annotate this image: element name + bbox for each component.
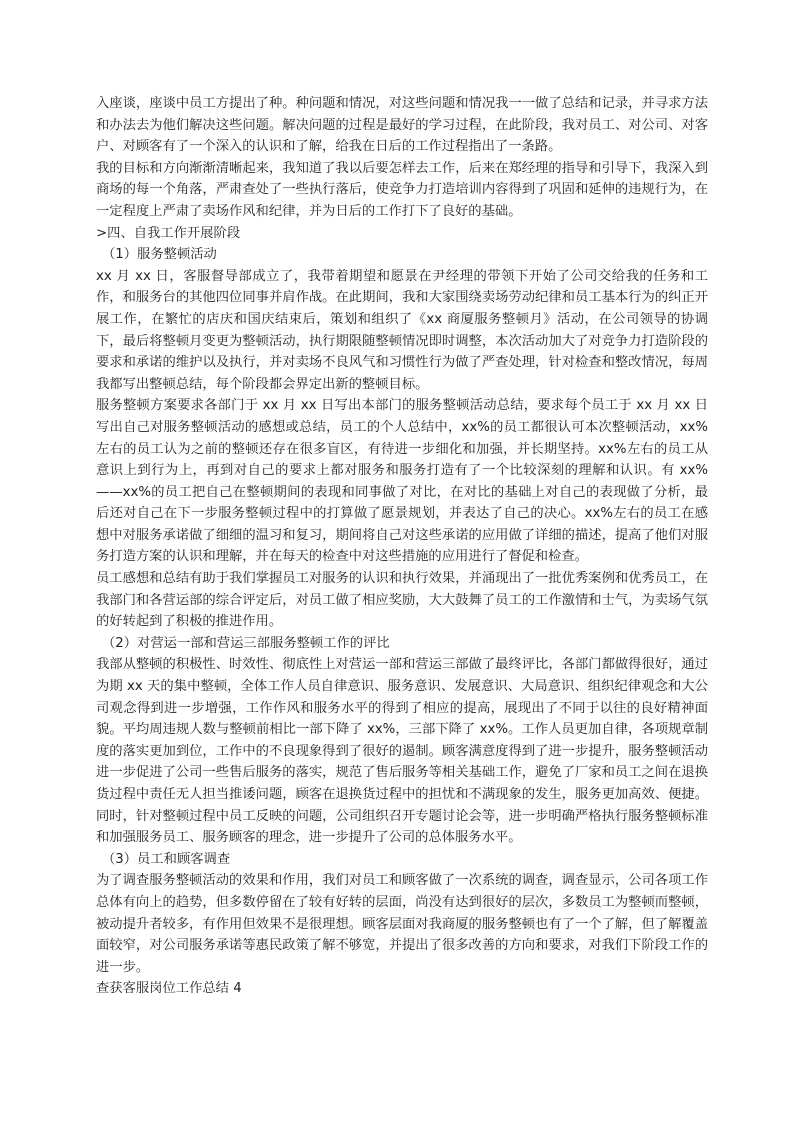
next-section-title: 查获客服岗位工作总结 4 [96,981,242,997]
paragraph-intro-continuation: 入座谈，座谈中员工方提出了种。种问题和情况，对这些问题和情况我一一做了总结和记录，并寻求方法和办法去为他们解决这些问题。解决问题的过程是最好的学习过程，在此阶段，我对员工、对公司、对客户、对顾客有了一个深入的认识和了解，给我在日后的工作过程指出了一条路。 [96,96,708,155]
subheading-1: （1）服务整顿活动 [102,247,217,263]
subheading-2: （2）对营运一部和营运三部服务整顿工作的评比 [102,635,390,651]
paragraph-service-campaign: xx 月 xx 日，客服督导部成立了，我带着期望和愿景在尹经理的带领下开始了公司交给我的任务和工作，和服务台的其他四位同事并肩作战。在此期间，我和大家围绕卖场劳动纪律和员工基本行为的纠正开展工作，在繁忙的店庆和国庆结束后，策划和组织了《xx 商厦服务整顿月》活动，在公司领导的协调下，最后将整顿月变更为整顿活动，执行期限随整顿情况即时调整，本次活动加大了对竞争力打造阶段的要求和承诺的维护以及执行，并对卖场不良风气和习惯性行为做了严查处理，针对检查和整改情况，每周我都写出整顿总结，每个阶段都会界定出新的整顿目标。 [96,268,708,392]
paragraph-campaign-summary: 服务整顿方案要求各部门于 xx 月 xx 日写出本部门的服务整顿活动总结，要求每个员工于 xx 月 xx 日写出自己对服务整顿活动的感想或总结，员工的个人总结中，xx%的员工都很认可本次整顿活动，xx%左右的员工认为之前的整顿还存在很多盲区，有待进一步细化和加强，并长期坚持。xx%左右的员工从意识上到行为上，再到对自己的要求上都对服务和服务打造有了一个比较深刻的理解和认识。有 xx%——xx%的员工把自己在整顿期间的表现和同事做了对比，在对比的基础上对自己的表现做了分析，最后还对自己在下一步服务整顿过程中的打算做了愿景规划，并表达了自己的决心。xx%左右的员工在感想中对服务承诺做了细细的温习和复习，期间将自己对这些承诺的应用做了详细的描述，提高了他们对服务打造方案的认识和理解，并在每天的检查中对这些措施的应用进行了督促和检查。 [96,398,708,565]
paragraph-evaluation: 我部从整顿的积极性、时效性、彻底性上对营运一部和营运三部做了最终评比，各部门都做得很好，通过为期 xx 天的集中整顿，全体工作人员自律意识、服务意识、发展意识、大局意识、组织纪律观念和大公司观念得到进一步增强，工作作风和服务水平的得到了相应的提高，展现出了不同于以往的良好精神面貌。平均周违规人数与整顿前相比一部下降了 xx%，三部下降了 xx%。工作人员更加自律，各项规章制度的落实更加到位，工作中的不良现象得到了很好的遏制。顾客满意度得到了进一步提升，服务整顿活动进一步促进了公司一些售后服务的落实，规范了售后服务等相关基础工作，避免了厂家和员工之间在退换货过程中责任无人担当推诿问题，顾客在退换货过程中的担忧和不满现象的发生，服务更加高效、便捷。同时，针对整顿过程中员工反映的问题，公司组织召开专题讨论会等，进一步明确严格执行服务整顿标准和加强服务员工、服务顾客的理念，进一步提升了公司的总体服务水平。 [96,657,708,846]
paragraph-survey: 为了调查服务整顿活动的效果和作用，我们对员工和顾客做了一次系统的调查，调查显示，公司各项工作总体有向上的趋势，但多数停留在了较有好转的层面，尚没有达到很好的层次，多数员工为整顿而整顿，被动提升者较多，有作用但效果不是很理想。顾客层面对我商厦的服务整顿也有了一个了解，但了解覆盖面较窄，对公司服务承诺等惠民政策了解不够宽，并提出了很多改善的方向和要求，对我们下阶段工作的进一步。 [96,873,708,975]
subheading-3: （3）员工和顾客调查 [102,851,231,867]
document-page [96,93,708,1000]
paragraph-goals: 我的目标和方向渐渐清晰起来，我知道了我以后要怎样去工作，后来在郑经理的指导和引导下，我深入到商场的每一个角落，严肃查处了一些执行落后，使竞争力打造培训内容得到了巩固和延伸的违规行为，在一定程度上严肃了卖场作风和纪律，并为日后的工作打下了良好的基础。 [96,160,708,219]
paragraph-employee-feedback: 员工感想和总结有助于我们掌握员工对服务的认识和执行效果，并涌现出了一批优秀案例和优秀员工，在我部门和各营运部的综合评定后，对员工做了相应奖励，大大鼓舞了员工的工作激情和士气，为卖场气氛的好转起到了积极的推进作用。 [96,571,708,630]
section-heading-4: >四、自我工作开展阶段 [96,225,241,241]
